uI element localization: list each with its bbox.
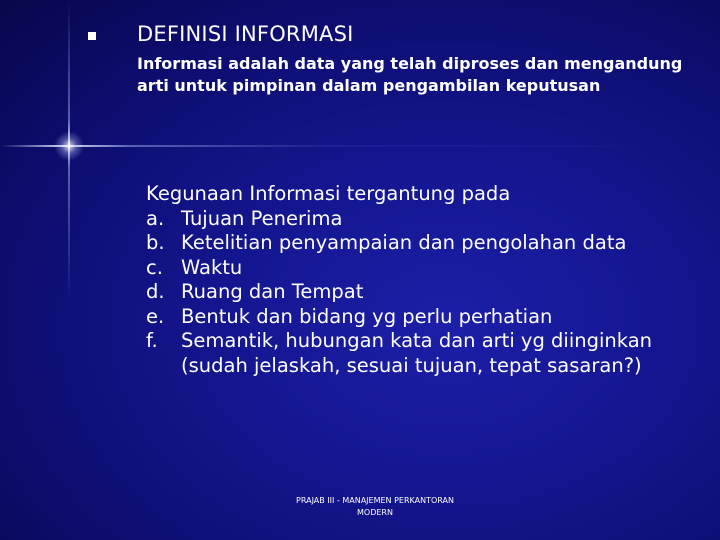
list-marker: f. <box>146 329 158 352</box>
list-item <box>146 280 706 305</box>
uses-list <box>146 207 706 354</box>
list-item-continuation: (sudah jelaskah, sesuai tujuan, tepat sasaran?) <box>181 353 642 377</box>
sparkle-icon <box>54 131 84 161</box>
uses-section <box>146 182 706 378</box>
list-item-text: Waktu <box>181 255 243 279</box>
list-marker: c. <box>146 255 163 279</box>
list-item-text: Semantik, hubungan kata dan arti yg diinginkan <box>181 329 653 352</box>
list-item-text: Ruang dan Tempat <box>181 280 364 303</box>
slide-footer <box>270 495 480 519</box>
list-item <box>146 231 706 256</box>
definition-text: Informasi adalah data yang telah diproses dan mengandung arti untuk pimpinan dalam pengambilan keputusan <box>137 54 683 95</box>
list-item <box>146 207 706 232</box>
list-item <box>146 305 706 330</box>
footer-line: MODERN <box>357 508 393 517</box>
list-item-text: Tujuan Penerima <box>181 206 343 230</box>
list-item-text: Ketelitian penyampaian dan pengolahan data <box>181 231 627 254</box>
list-item-text: Bentuk dan bidang yg perlu perhatian <box>181 304 553 328</box>
list-marker: b. <box>146 231 165 254</box>
list-item <box>146 256 706 281</box>
uses-heading: Kegunaan Informasi tergantung pada <box>146 182 511 205</box>
list-item <box>146 329 706 354</box>
slide-title: DEFINISI INFORMASI <box>137 22 354 46</box>
list-marker: a. <box>146 206 165 230</box>
list-marker: d. <box>146 280 165 303</box>
list-marker: e. <box>146 304 165 328</box>
footer-line: PRAJAB III - MANAJEMEN PERKANTORAN <box>296 496 454 505</box>
sparkle-decoration-horizontal <box>0 145 720 147</box>
square-bullet-icon <box>88 32 96 40</box>
